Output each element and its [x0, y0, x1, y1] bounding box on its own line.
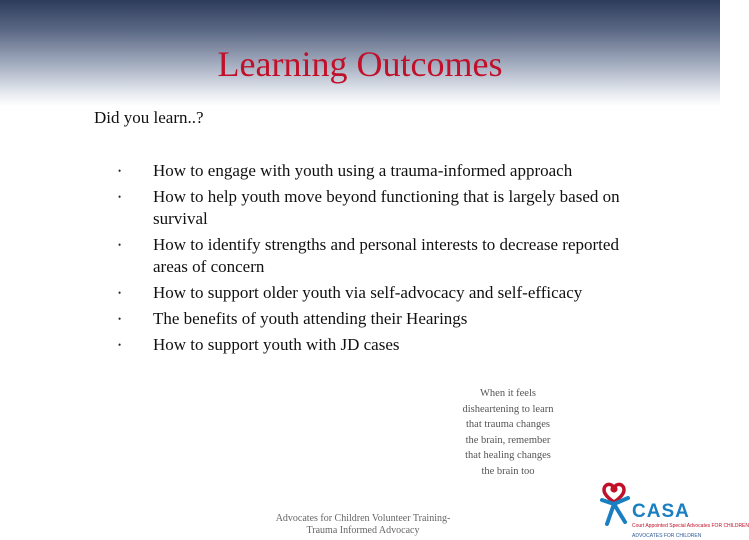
healing-quote — [452, 386, 564, 479]
quote-line: the brain too — [481, 465, 535, 477]
bullet-icon: • — [118, 314, 122, 324]
bullet-icon: • — [118, 288, 122, 298]
footer-line: Advocates for Children Volunteer Training- — [275, 513, 451, 524]
logo-tagline: ADVOCATES FOR CHILDREN — [632, 533, 702, 539]
slide-title: Learning Outcomes — [217, 44, 503, 84]
outcomes-list — [112, 160, 632, 360]
intro-question: Did you learn..? — [94, 108, 204, 127]
list-item — [112, 308, 632, 330]
list-item — [112, 334, 632, 356]
list-item-text: How to support youth with JD cases — [153, 335, 400, 354]
quote-line: that trauma changes — [466, 419, 550, 430]
footer-note — [246, 513, 480, 537]
list-item — [112, 282, 632, 304]
quote-line: disheartening to learn — [462, 403, 554, 415]
list-item — [112, 160, 632, 182]
logo-subtitle: Court Appointed Special Advocates FOR CHILDREN — [632, 523, 749, 529]
list-item-text: How to identify strengths and personal interests to decrease reported areas of concern — [153, 235, 619, 276]
list-item — [112, 186, 632, 230]
quote-line: that healing changes — [465, 450, 551, 461]
list-item-text: How to support older youth via self-advocacy and self-efficacy — [153, 283, 583, 302]
list-item — [112, 234, 632, 278]
list-item-text: How to help youth move beyond functioning that is largely based on survival — [153, 187, 620, 228]
bullet-icon: • — [118, 240, 122, 250]
bullet-icon: • — [118, 192, 122, 202]
footer-line: Trauma Informed Advocacy — [306, 525, 420, 536]
casa-logo — [598, 478, 749, 540]
casa-figure-icon — [598, 480, 634, 530]
bullet-icon: • — [118, 166, 122, 176]
bullet-icon: • — [118, 340, 122, 350]
list-item-text: The benefits of youth attending their Hearings — [153, 309, 468, 328]
quote-line: the brain, remember — [465, 434, 551, 446]
list-item-text: How to engage with youth using a trauma-informed approach — [153, 161, 573, 180]
quote-line: When it feels — [480, 388, 536, 399]
logo-wordmark: CASA — [632, 501, 690, 522]
